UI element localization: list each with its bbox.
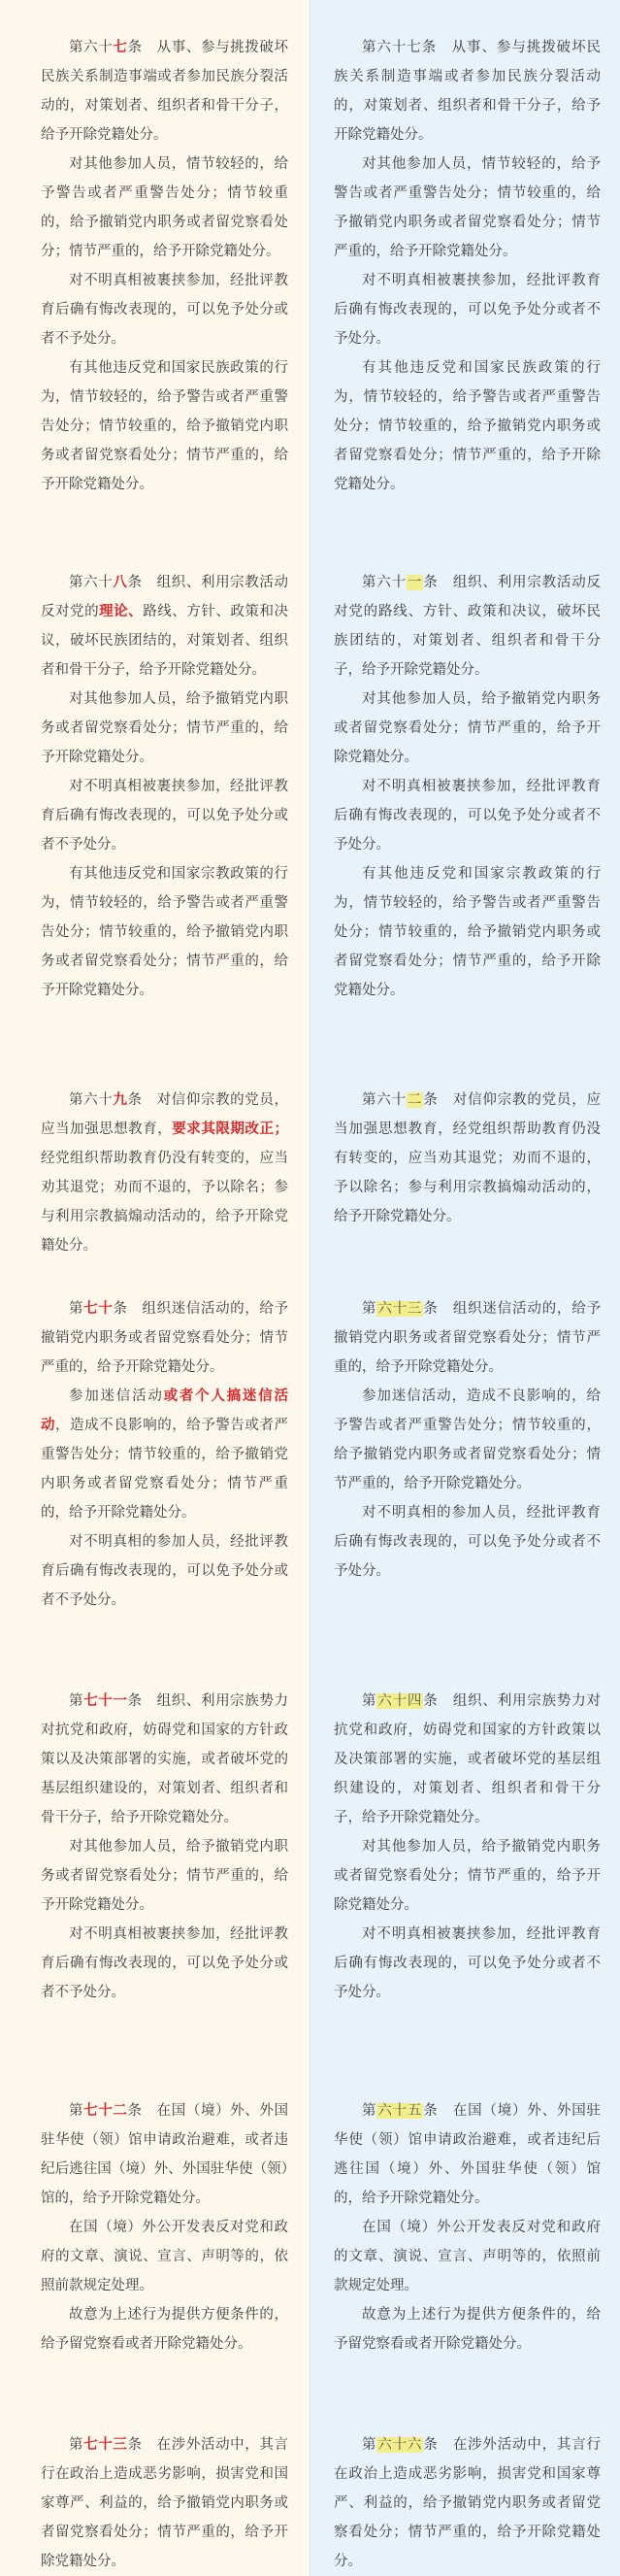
text-segment: 对其他参加人员，情节较轻的，给予警告或者严重警告处分；情节较重的，给予撤销党内职务或者留党察看处分；情节严重的，给予开除党籍处分。 bbox=[41, 156, 288, 260]
text-segment: 条 在涉外活动中，其言行在政治上造成恶劣影响，损害党和国家尊严、利益的，给予撤销党内职务或者留党察看处分；情节严重的，给予开除党籍处分。 bbox=[41, 2436, 289, 2569]
text-segment: 第 bbox=[362, 2102, 377, 2119]
text-segment: 对不明真相被裹挟参加，经批评教育后确有悔改表现的，可以免予处分或者不予处分。 bbox=[41, 1926, 288, 2001]
article-heading-paragraph bbox=[41, 2096, 288, 2213]
text-segment: 第 bbox=[362, 1301, 377, 1317]
article-paragraph bbox=[334, 1832, 601, 1920]
article-paragraph bbox=[334, 685, 601, 772]
article-heading-paragraph bbox=[334, 2096, 601, 2213]
text-segment: 对不明真相的参加人员，经批评教育后确有悔改表现的，可以免予处分或者不予处分。 bbox=[41, 1534, 288, 1608]
article-number-highlight: 六十三 bbox=[377, 1301, 423, 1317]
article-paragraph bbox=[41, 266, 288, 353]
article-paragraph bbox=[41, 685, 288, 772]
article-paragraph bbox=[334, 1498, 601, 1586]
text-segment: 条 对信仰宗教的党员，应当加强思想教育，经党组织帮助教育仍没有转变的，应当劝其退党；劝而不退的，予以除名；参与利用宗教搞煽动活动的，给予开除党籍处分。 bbox=[334, 1092, 602, 1224]
article-heading-paragraph bbox=[334, 1294, 601, 1382]
article-heading-paragraph bbox=[41, 1086, 288, 1260]
article-number-highlight: 六十五 bbox=[377, 2102, 423, 2119]
article-paragraph bbox=[334, 1382, 601, 1498]
revised-text: 九 bbox=[113, 1092, 128, 1108]
text-segment: 有其他违反党和国家宗教政策的行为，情节较轻的，给予警告或者严重警告处分；情节较重的，给予撤销党内职务或者留党察看处分；情节严重的，给予开除党籍处分。 bbox=[41, 865, 288, 998]
text-segment: 第 bbox=[362, 1693, 377, 1710]
text-segment: 条 组织迷信活动的，给予撤销党内职务或者留党察看处分；情节严重的，给予开除党籍处分。 bbox=[334, 1301, 602, 1375]
text-segment: 对其他参加人员，给予撤销党内职务或者留党察看处分；情节严重的，给予开除党籍处分。 bbox=[334, 1839, 601, 1914]
article-heading-paragraph bbox=[334, 33, 601, 150]
text-segment: 对不明真相被裹挟参加，经批评教育后确有悔改表现的，可以免予处分或者不予处分。 bbox=[334, 778, 601, 853]
article-block bbox=[310, 33, 620, 499]
article-block bbox=[0, 2430, 310, 2576]
article-number-highlight: 六十六 bbox=[377, 2436, 423, 2453]
article-paragraph bbox=[41, 1832, 288, 1920]
article-paragraph bbox=[41, 353, 288, 499]
article-heading-paragraph bbox=[334, 568, 601, 685]
text-segment: 在国（境）外公开发表反对党和政府的文章、演说、宣言、声明等的，依照前款规定处理。 bbox=[334, 2219, 601, 2293]
article-paragraph bbox=[41, 150, 288, 266]
article-block bbox=[310, 1086, 620, 1231]
text-segment: 条 组织、利用宗教活动反对党的路线、方针、政策和决议，破坏民族团结的，对策划者、组织者和骨干分子，给予开除党籍处分。 bbox=[334, 574, 602, 678]
article-block bbox=[0, 1687, 310, 2007]
revised-text: 七十 bbox=[83, 1301, 114, 1317]
revised-text: 要求其限期改正； bbox=[172, 1121, 288, 1137]
revised-text: 七十一 bbox=[83, 1693, 128, 1710]
text-segment: 条 组织、利用宗教活动反对党的 bbox=[41, 574, 289, 619]
article-paragraph bbox=[41, 2213, 288, 2300]
article-paragraph bbox=[334, 150, 601, 266]
text-segment: 对不明真相被裹挟参加，经批评教育后确有悔改表现的，可以免予处分或者不予处分。 bbox=[41, 778, 288, 853]
text-segment: 有其他违反党和国家民族政策的行为，情节较轻的，给予警告或者严重警告处分；情节较重的，给予撤销党内职务或者留党察看处分；情节严重的，给予开除党籍处分。 bbox=[41, 360, 288, 493]
text-segment: 条 从事、参与挑拨破坏民族关系制造事端或者参加民族分裂活动的，对策划者、组织者和骨干分子，给予开除党籍处分。 bbox=[41, 40, 289, 144]
article-heading-paragraph bbox=[41, 1687, 288, 1832]
article-number-highlight: 一 bbox=[407, 574, 423, 590]
article-paragraph bbox=[41, 859, 288, 1005]
text-segment: 第六十 bbox=[362, 1092, 407, 1108]
text-segment: 条 组织、利用宗族势力对抗党和政府，妨碍党和国家的方针政策以及决策部署的实施，或者破坏党的基层组织建设的，对策划者、组织者和骨干分子，给予开除党籍处分。 bbox=[334, 1693, 602, 1826]
text-segment: 第六十七条 从事、参与挑拨破坏民族关系制造事端或者参加民族分裂活动的，对策划者、组织者和骨干分子，给予开除党籍处分。 bbox=[334, 40, 601, 144]
article-block bbox=[310, 1294, 620, 1586]
text-segment: 条 在涉外活动中，其言行在政治上造成恶劣影响，损害党和国家尊严、利益的，给予撤销党内职务或者留党察看处分；情节严重的，给予开除党籍处分。 bbox=[334, 2436, 602, 2569]
revised-text: 理论、 bbox=[99, 603, 144, 619]
article-heading-paragraph bbox=[334, 1086, 601, 1231]
text-segment: 对不明真相被裹挟参加，经批评教育后确有悔改表现的，可以免予处分或者不予处分。 bbox=[334, 1926, 601, 2001]
article-paragraph bbox=[334, 2300, 601, 2359]
article-block bbox=[0, 33, 310, 499]
article-paragraph bbox=[334, 353, 601, 499]
text-segment: 条 对信仰宗教的党员，应当加强思想教育， bbox=[41, 1092, 289, 1137]
article-block bbox=[0, 1086, 310, 1260]
text-segment: 有其他违反党和国家民族政策的行为，情节较轻的，给予警告或者严重警告处分；情节较重的，给予撤销党内职务或者留党察看处分；情节严重的，给予开除党籍处分。 bbox=[334, 360, 601, 493]
text-segment: 第六十 bbox=[362, 574, 407, 590]
revised-text: 或者个人搞迷信活动 bbox=[41, 1388, 289, 1433]
revised-text: 七十二 bbox=[83, 2102, 128, 2119]
text-segment: 第 bbox=[69, 1301, 84, 1317]
article-paragraph bbox=[41, 772, 288, 859]
article-heading-paragraph bbox=[41, 1294, 288, 1382]
revised-text: 七 bbox=[113, 40, 128, 56]
article-paragraph bbox=[334, 1920, 601, 2007]
text-segment: 故意为上述行为提供方便条件的，给予留党察看或者开除党籍处分。 bbox=[41, 2306, 288, 2352]
text-segment: 对其他参加人员，给予撤销党内职务或者留党察看处分；情节严重的，给予开除党籍处分。 bbox=[41, 690, 288, 765]
article-heading-paragraph bbox=[41, 568, 288, 685]
article-paragraph bbox=[334, 266, 601, 353]
article-paragraph bbox=[41, 2300, 288, 2359]
text-segment: 第六十 bbox=[69, 40, 114, 56]
article-block bbox=[0, 568, 310, 1005]
text-segment: 参加迷信活动，造成不良影响的，给予警告或者严重警告处分；情节较重的，给予撤销党内职务或者留党察看处分；情节严重的，给予开除党籍处分。 bbox=[334, 1388, 601, 1491]
article-number-highlight: 六十四 bbox=[377, 1693, 423, 1710]
text-segment: 条 在国（境）外、外国驻华使（领）馆申请政治避难，或者违纪后逃往国（境）外、外国驻华使（领）馆的，给予开除党籍处分。 bbox=[41, 2102, 289, 2206]
revised-text: 七十三 bbox=[83, 2436, 128, 2453]
text-segment: 第 bbox=[69, 2102, 84, 2119]
text-segment: 故意为上述行为提供方便条件的，给予留党察看或者开除党籍处分。 bbox=[334, 2306, 601, 2352]
article-number-highlight: 二 bbox=[407, 1092, 423, 1108]
article-block bbox=[310, 2096, 620, 2359]
text-segment: ，造成不良影响的，给予警告或者严重警告处分；情节较重的，给予撤销党内职务或者留党察看处分；情节严重的，给予开除党籍处分。 bbox=[41, 1418, 288, 1521]
text-segment: 第 bbox=[362, 2436, 377, 2453]
text-segment: 条 组织迷信活动的，给予撤销党内职务或者留党察看处分；情节严重的，给予开除党籍处分。 bbox=[41, 1301, 289, 1375]
text-segment: 对不明真相被裹挟参加，经批评教育后确有悔改表现的，可以免予处分或者不予处分。 bbox=[334, 273, 601, 348]
text-segment: 条 组织、利用宗族势力对抗党和政府，妨碍党和国家的方针政策以及决策部署的实施，或者破坏党的基层组织建设的，对策划者、组织者和骨干分子，给予开除党籍处分。 bbox=[41, 1693, 289, 1826]
text-segment: 条 在国（境）外、外国驻华使（领）馆申请政治避难，或者违纪后逃往国（境）外、外国驻华使（领）馆的，给予开除党籍处分。 bbox=[334, 2102, 602, 2206]
article-paragraph bbox=[41, 1527, 288, 1615]
article-heading-paragraph bbox=[334, 2430, 601, 2576]
article-block bbox=[0, 2096, 310, 2359]
right-column-old-version bbox=[310, 0, 620, 2576]
text-segment: 在国（境）外公开发表反对党和政府的文章、演说、宣言、声明等的，依照前款规定处理。 bbox=[41, 2219, 288, 2293]
article-paragraph bbox=[41, 1920, 288, 2007]
text-segment: 第 bbox=[69, 2436, 84, 2453]
text-segment: 路线、方针、政策和决议，破坏民族团结的，对策划者、组织者和骨干分子，给予开除党籍处分。 bbox=[41, 603, 288, 678]
text-segment: 对不明真相被裹挟参加，经批评教育后确有悔改表现的，可以免予处分或者不予处分。 bbox=[41, 273, 288, 348]
text-segment: 第 bbox=[69, 1693, 84, 1710]
text-segment: 第六十 bbox=[69, 1092, 114, 1108]
article-paragraph bbox=[334, 859, 601, 1005]
article-heading-paragraph bbox=[41, 33, 288, 150]
text-segment: 第六十 bbox=[69, 574, 114, 590]
text-segment: 参加迷信活动 bbox=[69, 1388, 164, 1404]
article-paragraph bbox=[334, 772, 601, 859]
article-heading-paragraph bbox=[41, 2430, 288, 2576]
article-block bbox=[310, 2430, 620, 2576]
text-segment: 对不明真相的参加人员，经批评教育后确有悔改表现的，可以免予处分或者不予处分。 bbox=[334, 1505, 601, 1579]
article-paragraph bbox=[334, 2213, 601, 2300]
article-block bbox=[310, 1687, 620, 2007]
text-segment: 对其他参加人员，给予撤销党内职务或者留党察看处分；情节严重的，给予开除党籍处分。 bbox=[41, 1839, 288, 1914]
text-segment: 对其他参加人员，给予撤销党内职务或者留党察看处分；情节严重的，给予开除党籍处分。 bbox=[334, 690, 601, 765]
text-segment: 有其他违反党和国家宗教政策的行为，情节较轻的，给予警告或者严重警告处分；情节较重的，给予撤销党内职务或者留党察看处分；情节严重的，给予开除党籍处分。 bbox=[334, 865, 601, 998]
article-heading-paragraph bbox=[334, 1687, 601, 1832]
text-segment: 对其他参加人员，情节较轻的，给予警告或者严重警告处分；情节较重的，给予撤销党内职务或者留党察看处分；情节严重的，给予开除党籍处分。 bbox=[334, 156, 601, 260]
revised-text: 八 bbox=[113, 574, 128, 590]
article-paragraph bbox=[41, 1382, 288, 1527]
article-block bbox=[310, 568, 620, 1005]
article-block bbox=[0, 1294, 310, 1615]
text-segment: 经党组织帮助教育仍没有转变的，应当劝其退党；劝而不退的，予以除名；参与利用宗教搞煽动活动的，给予开除党籍处分。 bbox=[41, 1151, 288, 1254]
